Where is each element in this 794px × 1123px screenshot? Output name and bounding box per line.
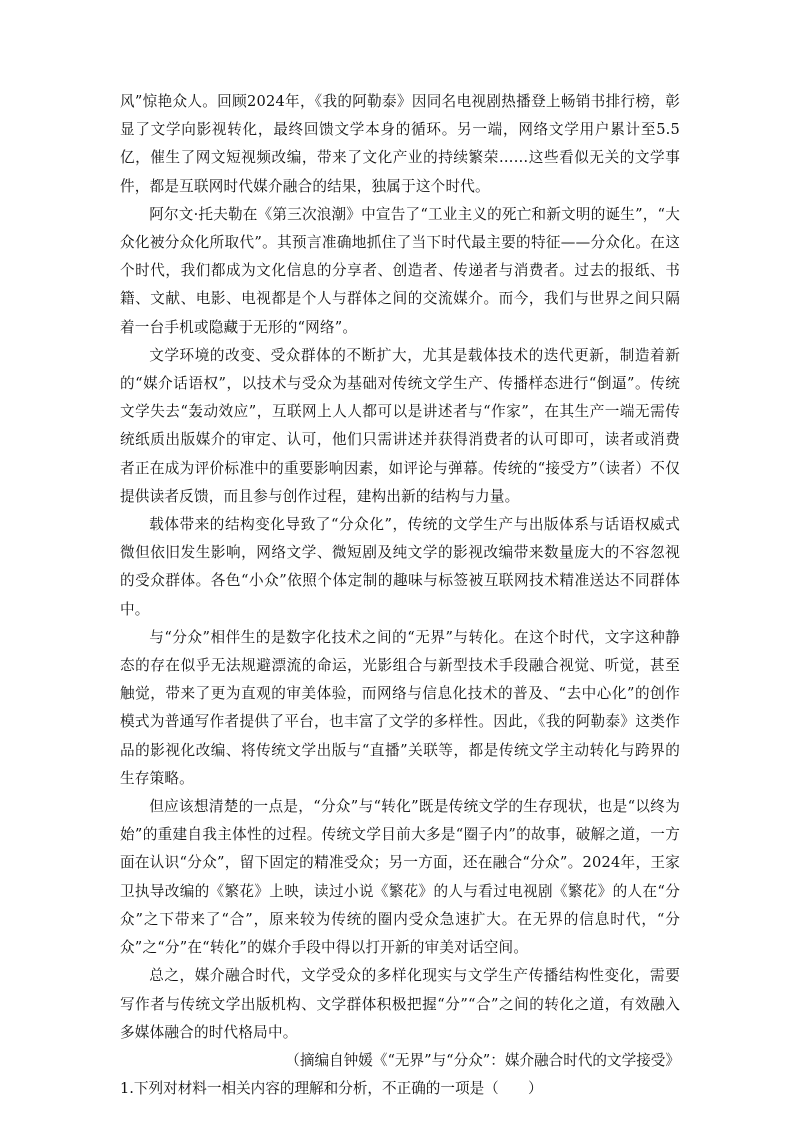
document-page <box>120 88 680 1103</box>
paragraph-7: 总之，媒介融合时代，文学受众的多样化现实与文学生产传播结构性变化，需要写作者与传统文学出版机构、文学群体积极把握“分”“合”之间的转化之道，有效融入多媒体融合的时代格局中。 <box>120 967 680 1041</box>
paragraph-6: 但应该想清楚的一点是，“分众”与“转化”既是传统文学的生存现状，也是“以终为始”的重建自我主体性的过程。传统文学目前大多是“圈子内”的故事，破解之道，一方面在认识“分众”，留下固定的精准受众；另一方面，还在融合“分众”。2024年，王家卫执导改编的《繁花》上映，读过小说《繁花》的人与看过电视剧《繁花》的人在“分众”之下带来了“合”，原来较为传统的圈内受众急速扩大。在无界的信息时代，“分众”之“分”在“转化”的媒介手段中得以打开新的审美对话空间。 <box>120 798 680 957</box>
paragraph-4: 载体带来的结构变化导致了“分众化”，传统的文学生产与出版体系与话语权威式微但依旧发生影响，网络文学、微短剧及纯文学的影视改编带来数量庞大的不容忽视的受众群体。各色“小众”依照个体定制的趣味与标签被互联网技术精准送达不同群体中。 <box>120 516 680 618</box>
paragraph-5: 与“分众”相伴生的是数字化技术之间的“无界”与转化。在这个时代，文字这种静态的存在似乎无法规避漂流的命运，光影组合与新型技术手段融合视觉、听觉，甚至触觉，带来了更为直观的审美体验，而网络与信息化技术的普及、“去中心化”的创作模式为普通写作者提供了平台，也丰富了文学的多样性。因此，《我的阿勒泰》这类作品的影视化改编、将传统文学出版与“直播”关联等，都是传统文学主动转化与跨界的生存策略。 <box>120 628 680 787</box>
source-citation: （摘编自钟媛《“无界”与“分众”：媒介融合时代的文学接受》 <box>285 1051 680 1069</box>
paragraph-1: 风”惊艳众人。回顾2024年，《我的阿勒泰》因同名电视剧热播登上畅销书排行榜，彰显了文学向影视转化，最终回馈文学本身的循环。另一端，网络文学用户累计至5.5亿，催生了网文短视频改编，带来了文化产业的持续繁荣……这些看似无关的文学事件，都是互联网时代媒介融合的结果，独属于这个时代。 <box>120 93 680 195</box>
paragraph-3: 文学环境的改变、受众群体的不断扩大，尤其是载体技术的迭代更新，制造着新的“媒介话语权”，以技术与受众为基础对传统文学生产、传播样态进行“倒逼”。传统文学失去“轰动效应”，互联网上人人都可以是讲述者与“作家”，在其生产一端无需传统纸质出版媒介的审定、认可，他们只需讲述并获得消费者的认可即可，读者或消费者正在成为评价标准中的重要影响因素，如评论与弹幕。传统的“接受方”（读者）不仅提供读者反馈，而且参与创作过程，建构出新的结构与力量。 <box>120 346 680 505</box>
paragraph-2: 阿尔文·托夫勒在《第三次浪潮》中宣告了“工业主义的死亡和新文明的诞生”，“大众化被分众化所取代”。其预言准确地抓住了当下时代最主要的特征——分众化。在这个时代，我们都成为文化信息的分享者、创造者、传递者与消费者。过去的报纸、书籍、文献、电影、电视都是个人与群体之间的交流媒介。而今，我们与世界之间只隔着一台手机或隐藏于无形的“网络”。 <box>120 205 680 336</box>
question-1: 1.下列对材料一相关内容的理解和分析，不正确的一项是（ ） <box>120 1080 543 1098</box>
